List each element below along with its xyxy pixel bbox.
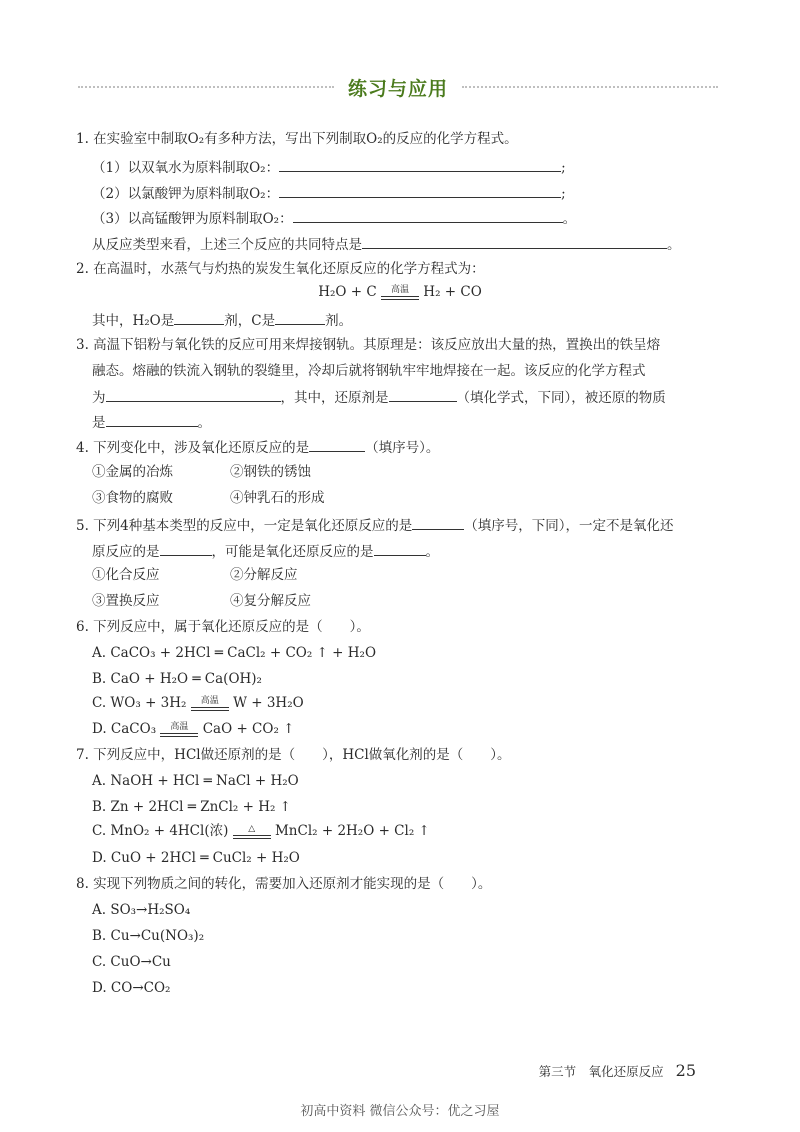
header-divider-left [78,86,334,88]
section-header [78,70,718,104]
page-number: 25 [675,1061,696,1080]
line-text: ，其中，还原剂是 [280,390,389,406]
stem-text: （填序号）。 [365,440,440,456]
question-7-stem: 7. 下列反应中，HCl做还原剂的是（ ），HCl做氧化剂的是（ ）。 [76,747,511,763]
question-3-line-4 [92,412,211,432]
stem-text: 原反应的是 [92,544,160,560]
stem-text: 。 [425,544,439,560]
condition-label: 高温 [170,721,189,732]
question-2-stem: 2. 在高温时，水蒸气与灼热的炭发生氧化还原反应的化学方程式为： [76,261,485,277]
item-end: 。 [562,211,577,227]
tail-text: 从反应类型来看，上述三个反应的共同特点是 [92,237,362,253]
question-5-line-2 [92,541,439,561]
line-text: 。 [197,415,211,431]
answer-blank[interactable] [309,437,365,452]
fill-text: 其中，H₂O是 [92,313,175,329]
question-7-option-a: A. NaOH + HCl ═ NaCl + H₂O [92,773,299,789]
question-6-option-a: A. CaCO₃ + 2HCl ═ CaCl₂ + CO₂ ↑ + H₂O [92,645,377,661]
reaction-condition [233,825,271,839]
question-1-item-3 [92,208,576,228]
question-8-option-c: C. CuO→Cu [92,954,171,970]
equal-bar [160,733,198,737]
eq-right: W + 3H₂O [233,695,304,711]
answer-blank[interactable] [275,310,325,325]
question-5-option-4: ④复分解反应 [230,593,311,609]
answer-blank[interactable] [412,515,464,530]
question-4-stem [76,437,439,457]
question-5-option-1: ①化合反应 [92,567,160,583]
answer-blank[interactable] [279,157,561,172]
reaction-condition [160,723,198,737]
question-1-item-1 [92,157,566,177]
answer-blank[interactable] [160,541,212,556]
item-end: ; [561,160,566,176]
question-8-option-b: B. Cu→Cu(NO₃)₂ [92,928,205,944]
question-5-option-3: ③置换反应 [92,593,160,609]
item-text: （1）以双氧水为原料制取O₂： [92,160,280,176]
item-text: （2）以氯酸钾为原料制取O₂： [92,186,280,202]
question-7-option-d: D. CuO + 2HCl ═ CuCl₂ + H₂O [92,850,300,866]
line-text: （填化学式，下同），被还原的物质 [456,390,666,406]
stem-text: （填序号，下同），一定不是氧化还 [464,518,674,534]
eq-left: D. CaCO₃ [92,721,157,737]
eq-right: H₂ + CO [423,284,482,300]
question-8-option-a: A. SO₃→H₂SO₄ [92,902,191,918]
answer-blank[interactable] [174,310,224,325]
question-6-option-b: B. CaO + H₂O ═ Ca(OH)₂ [92,671,262,687]
stem-text: ，可能是氧化还原反应的是 [211,544,374,560]
answer-blank[interactable] [106,387,281,402]
question-7-option-b: B. Zn + 2HCl ═ ZnCl₂ + H₂ ↑ [92,799,292,815]
question-6-option-d [92,720,294,738]
question-5-option-2: ②分解反应 [230,567,298,583]
stem-text: 5. 下列4种基本类型的反应中，一定是氧化还原反应的是 [76,518,413,534]
question-6-option-c [92,694,304,712]
equal-bar [191,707,229,711]
eq-left: C. WO₃ + 3H₂ [92,695,187,711]
equal-bar [233,835,271,839]
question-1-tail [92,234,681,254]
watermark-text: 初高中资料 微信公众号：优之习屋 [300,1104,500,1119]
section-name: 第三节 氧化还原反应 [538,1064,664,1079]
eq-right: MnCl₂ + 2H₂O + Cl₂ ↑ [274,823,430,839]
reaction-condition [191,697,229,711]
page-footer [539,1061,696,1080]
answer-blank[interactable] [362,234,667,249]
reaction-condition [381,286,419,300]
question-3-line-3 [92,387,666,407]
condition-label: 高温 [200,695,219,706]
question-4-option-2: ②钢铁的锈蚀 [230,464,311,480]
question-8-stem: 8. 实现下列物质之间的转化，需要加入还原剂才能实现的是（ ）。 [76,876,492,892]
fill-text: 剂，C是 [224,313,276,329]
answer-blank[interactable] [389,387,457,402]
question-2-fill [92,310,352,330]
question-4-option-1: ①金属的冶炼 [92,464,173,480]
question-4-option-4: ④钟乳石的形成 [230,490,325,506]
question-1-item-2 [92,183,566,203]
question-7-option-c [92,822,430,840]
line-text: 为 [92,390,106,406]
condition-label: △ [248,823,256,834]
answer-blank[interactable] [374,541,426,556]
equal-bar [381,296,419,300]
question-4-option-3: ③食物的腐败 [92,490,173,506]
answer-blank[interactable] [279,183,561,198]
item-end: ; [561,186,566,202]
eq-left: H₂O + C [318,284,377,300]
line-text: 是 [92,415,106,431]
question-3-line-2: 融态。熔融的铁流入钢轨的裂缝里，冷却后就将钢轨牢牢地焊接在一起。该反应的化学方程式 [92,363,646,379]
tail-end: 。 [667,237,681,253]
fill-text: 剂。 [325,313,353,329]
question-3-line-1: 3. 高温下铝粉与氧化铁的反应可用来焊接钢轨。其原理是：该反应放出大量的热，置换出的铁呈熔 [76,337,661,353]
section-title: 练习与应用 [348,77,449,100]
stem-text: 4. 下列变化中，涉及氧化还原反应的是 [76,440,310,456]
eq-right: CaO + CO₂ ↑ [202,721,295,737]
question-8-option-d: D. CO→CO₂ [92,980,171,996]
condition-label: 高温 [390,284,409,295]
question-1-stem: 1. 在实验室中制取O₂有多种方法，写出下列制取O₂的反应的化学方程式。 [76,131,518,147]
question-5-line-1 [76,515,674,535]
question-6-stem: 6. 下列反应中，属于氧化还原反应的是（ ）。 [76,619,370,635]
question-2-equation [0,284,800,300]
header-divider-right [462,86,718,88]
answer-blank[interactable] [293,208,563,223]
item-text: （3）以高锰酸钾为原料制取O₂： [92,211,293,227]
eq-left: C. MnO₂ + 4HCl(浓) [92,823,229,839]
answer-blank[interactable] [106,412,198,427]
